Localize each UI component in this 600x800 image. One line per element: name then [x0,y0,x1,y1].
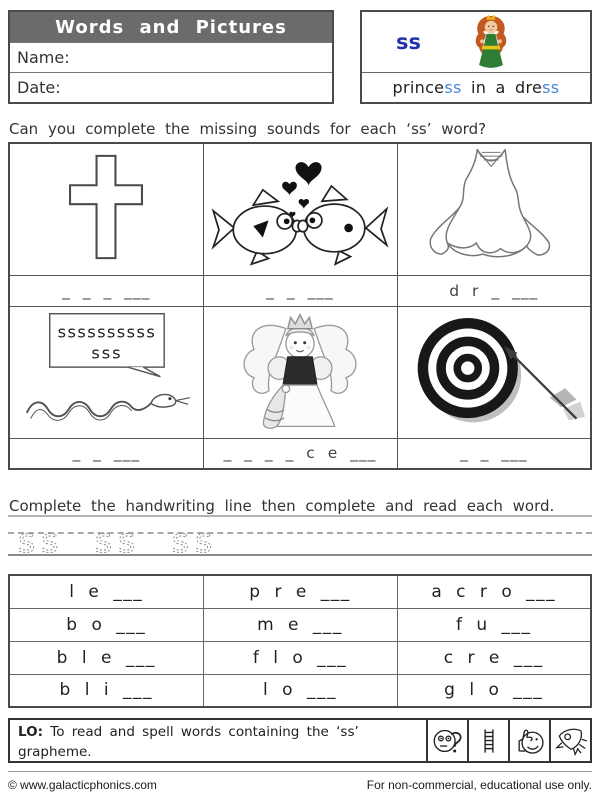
answer-hiss: _ _ ___ [9,438,203,469]
word-cell: f u ___ [397,608,591,641]
picture-row [9,143,591,275]
word-cell: f l o ___ [203,641,397,674]
bubble-line1: ssssssssss [57,322,157,342]
footer-license: For non-commercial, educational use only. [366,778,592,792]
cell-princess [203,306,397,438]
cell-hiss [9,306,203,438]
name-label: Name: [17,48,70,67]
word-row [9,674,591,707]
footer-copyright: © www.galacticphonics.com [8,778,157,792]
cell-dress [397,143,591,275]
word-cell: b l e ___ [9,641,203,674]
thinking-face-icon [426,720,467,761]
answer-princess: _ _ _ _ c e ___ [203,438,397,469]
focus-top [362,12,590,73]
word-cell: l o ___ [203,674,397,707]
word-cell: a c r o ___ [397,575,591,608]
answer-cross: _ _ _ ___ [9,275,203,306]
picture-row [9,306,591,438]
caption-part: prince [392,78,445,97]
cross-icon [68,245,144,264]
cell-miss [397,306,591,438]
word-row [9,608,591,641]
cell-cross [9,143,203,275]
cell-kiss [203,143,397,275]
word-cell: b l i ___ [9,674,203,707]
focus-box [360,10,592,104]
word-cell: b o ___ [9,608,203,641]
princess-drawing-icon [227,417,373,436]
date-field-row [10,72,332,102]
answer-row [9,438,591,469]
kissing-fish-icon [209,253,391,272]
handwriting-line [8,515,592,557]
word-table [8,574,592,708]
word-row [9,575,591,608]
trace-text: ss ss ss [18,521,219,559]
instruction-sounds: Can you complete the missing sounds for each ‘ss’ word? [9,120,487,138]
learning-objective-text [10,720,426,761]
word-cell: c r e ___ [397,641,591,674]
instruction-handwriting: Complete the handwriting line then complete and read each word. [9,497,555,515]
target-miss-icon [400,417,588,436]
answer-dress: d r _ ___ [397,275,591,306]
word-cell: l e ___ [9,575,203,608]
caption-part-ss: ss [542,78,560,97]
answer-row [9,275,591,306]
answer-kiss: _ _ ___ [203,275,397,306]
grapheme-label: ss [396,30,421,54]
page-title: Words and Pictures [10,12,332,42]
lo-body: To read and spell words containing the ‘ss’ grapheme. [18,724,359,760]
hissing-snake-icon [16,322,196,436]
answer-miss: _ _ ___ [397,438,591,469]
footer-divider [8,771,592,772]
ladder-icon [467,720,508,761]
bubble-line2: sss [91,343,123,363]
princess-icon [467,13,515,71]
word-row [9,641,591,674]
lo-label: LO: [18,724,43,740]
focus-caption [362,73,590,102]
thumbs-up-icon [508,720,549,761]
rocket-icon [549,720,590,761]
word-cell: p r e ___ [203,575,397,608]
word-cell: g l o ___ [397,674,591,707]
name-field-row [10,42,332,72]
trace-letters [10,515,270,559]
caption-part-ss: ss [444,78,462,97]
sounds-grid [8,142,592,470]
date-label: Date: [17,78,61,97]
word-cell: m e ___ [203,608,397,641]
caption-part: in a dre [461,78,543,97]
header-box [8,10,334,104]
learning-objective-box [8,718,592,763]
dress-icon [420,255,568,274]
